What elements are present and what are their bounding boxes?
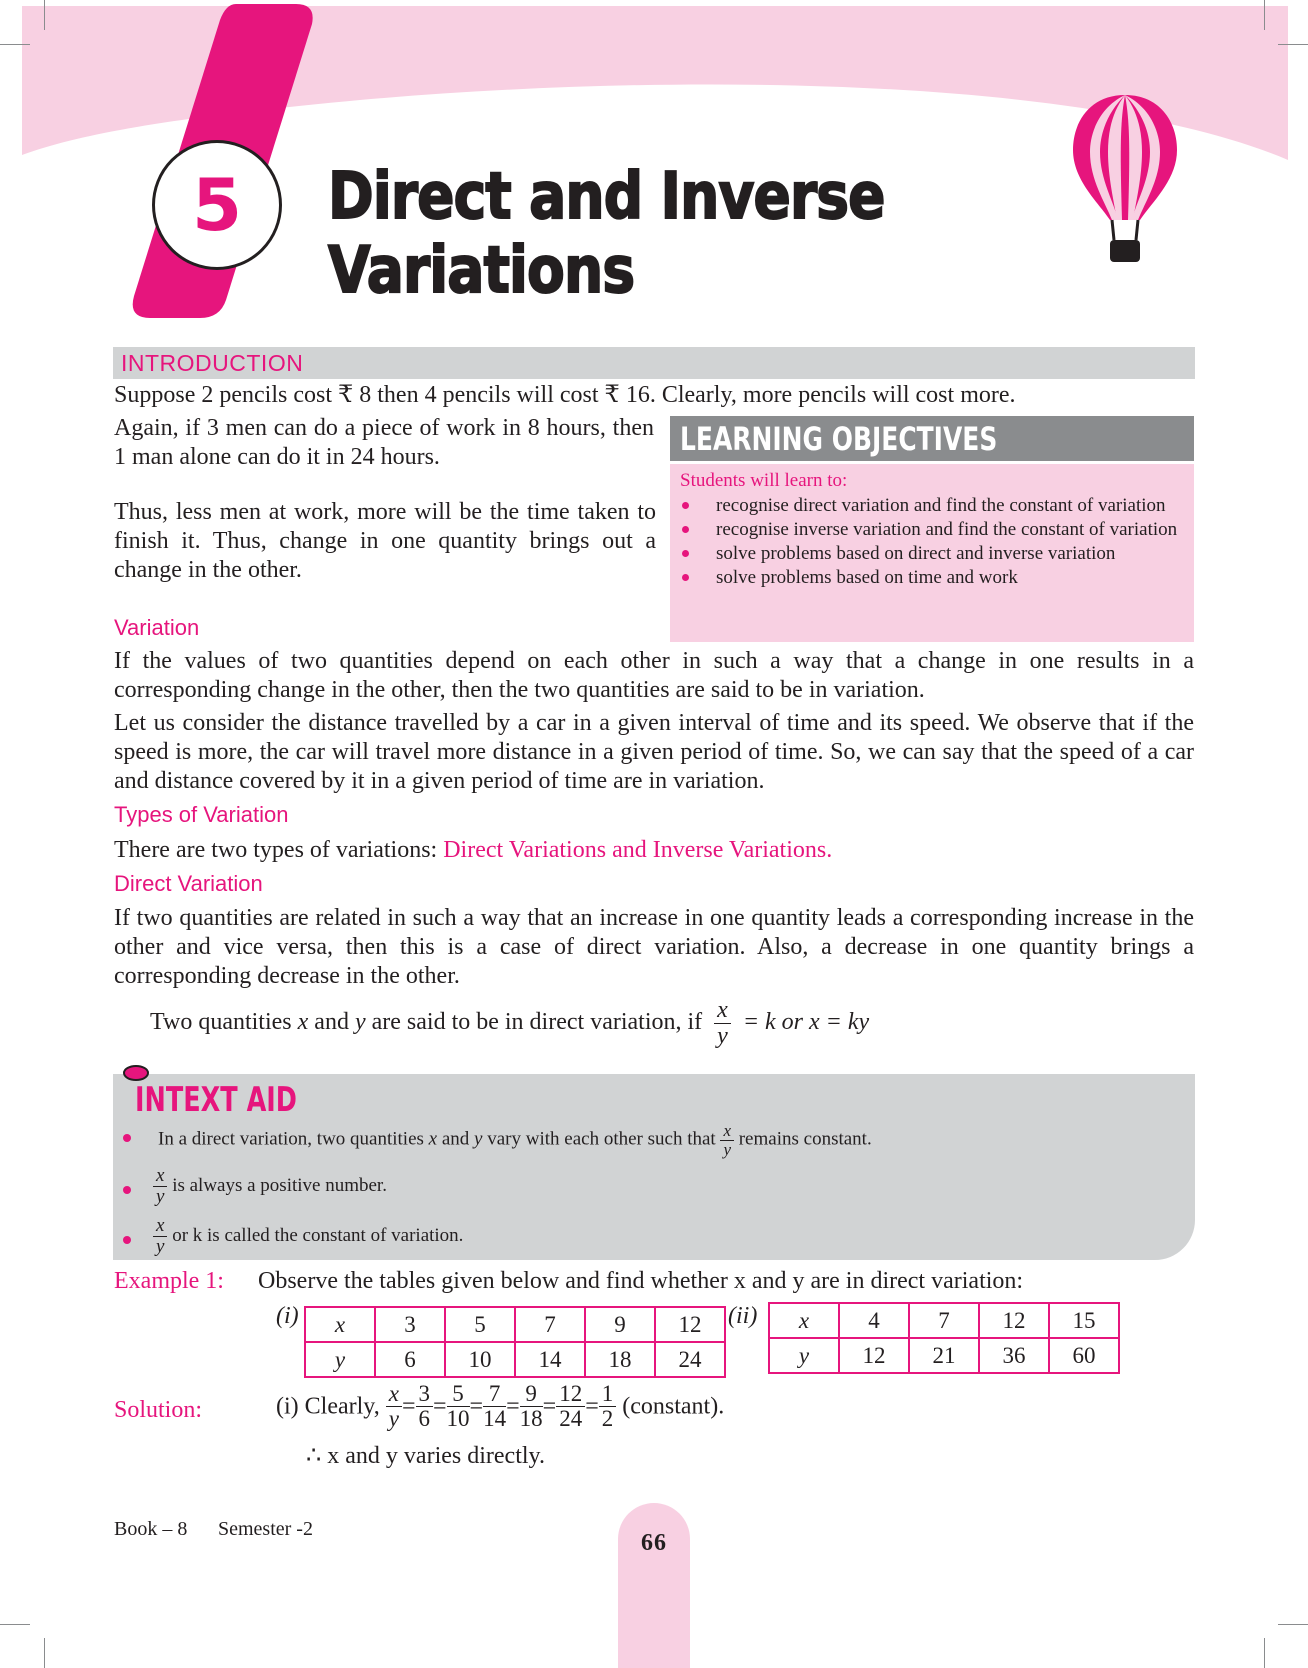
equals-sign: = [506,1393,520,1420]
example-label: Example 1: [114,1268,224,1294]
list-item: recognise direct variation and find the constant of variation [670,494,1194,518]
list-item: solve problems based on time and work [670,566,1194,590]
equals-sign: = [585,1393,599,1420]
table-cell: 9 [585,1307,655,1342]
fraction-x-over-y: $\frac{x}{y}$ [720,1122,734,1159]
aid-text: remains constant. [733,1128,872,1150]
list-item: solve problems based on direct and inverse variation [670,542,1194,566]
crop-mark [1264,1638,1265,1668]
page-number: 66 [641,1530,667,1556]
fraction: $\frac{x}{y}$ [386,1382,402,1431]
introduction-heading-bar [113,347,1195,379]
types-highlight: Direct Variations and Inverse Variations. [443,837,833,863]
table2-label: (ii) [728,1303,758,1329]
crop-mark [1264,0,1265,30]
formula-text: Two quantities [150,1009,298,1036]
aid-text: is always a positive number. [167,1174,387,1196]
table-cell: 4 [839,1303,909,1338]
fraction: $\frac{7}{14}$ [483,1381,507,1432]
table-row [305,1307,725,1342]
table-cell: 15 [1049,1303,1119,1338]
table-cell: y [769,1338,839,1373]
footer-semester: Semester -2 [218,1518,313,1540]
solution-constant: (constant). [622,1393,725,1420]
formula-result: = k or x = ky [742,1009,870,1036]
fraction: $\frac{1}{2}$ [599,1382,617,1431]
solution-part: (i) Clearly, [276,1393,380,1420]
table-2 [768,1302,1120,1374]
list-item: recognise inverse variation and find the constant of variation [670,518,1194,542]
fraction-chain [386,1381,617,1432]
table-cell: 12 [655,1307,725,1342]
types-heading: Types of Variation [114,802,289,827]
formula-text: are said to be in direct variation, if [365,1009,709,1036]
table-cell: 7 [909,1303,979,1338]
variation-paragraph-1: If the values of two quantities depend on each other in such a way that a change in one results in a corresponding change in the other, then the two quantities are said to be in variation. [114,648,1194,703]
variation-paragraph-2: Let us consider the distance travelled by a car in a given interval of time and its speed. We observe that if the speed is more, the car will travel more distance in a given period of time. So, we can say that the speed of a car and distance covered by it in a given period of time are in variation. [114,710,1194,794]
crop-mark [44,1638,45,1668]
chapter-title-line2: Variations [328,234,635,308]
fraction: $\frac{5}{10}$ [446,1381,470,1432]
table-cell: 5 [445,1307,515,1342]
table-cell: 12 [839,1338,909,1373]
var-x: x [297,1009,309,1036]
example-text: Observe the tables given below and find whether x and y are in direct variation: [258,1268,1024,1294]
table-cell: y [305,1342,375,1377]
solution-line [276,1382,724,1431]
table-cell: 6 [375,1342,445,1377]
table-cell: 10 [445,1342,515,1377]
crop-mark [1278,44,1308,45]
table-cell: x [305,1307,375,1342]
table-cell: 21 [909,1338,979,1373]
aid-text: vary with each other such that [482,1128,721,1150]
table-cell: 36 [979,1338,1049,1373]
learning-objectives-list [670,494,1194,590]
direct-variation-formula [150,998,869,1049]
table-cell: 18 [585,1342,655,1377]
introduction-heading: INTRODUCTION [121,350,304,376]
table-row [305,1342,725,1377]
fraction: $\frac{12}{24}$ [556,1382,585,1431]
crop-mark [0,1624,30,1625]
crop-mark [1278,1624,1308,1625]
fraction: $\frac{9}{18}$ [519,1381,543,1432]
table-cell: 12 [979,1303,1049,1338]
crop-mark [44,0,45,30]
table1-label: (i) [276,1303,299,1329]
table-cell: 24 [655,1342,725,1377]
intro-paragraph-3: Thus, less men at work, more will be the time taken to finish it. Thus, change in one quantity brings out a change in the other. [114,499,656,583]
types-intro: There are two types of variations: [114,837,444,863]
types-text [114,836,1194,865]
learning-objectives-heading: LEARNING OBJECTIVES [680,420,998,458]
aid-text: In a direct variation, two quantities [158,1128,429,1150]
equals-sign: = [469,1393,484,1420]
variation-heading: Variation [114,615,200,640]
learning-objectives-box [670,464,1194,642]
table-cell: 60 [1049,1338,1119,1373]
fraction-x-over-y: $\frac{x}{y}$ [714,998,731,1049]
learning-objectives-header [670,416,1194,461]
table-cell: 3 [375,1307,445,1342]
solution-conclusion: ∴ x and y varies directly. [306,1443,545,1469]
page-number-tab [618,1503,690,1668]
learning-objectives-intro: Students will learn to: [680,470,848,491]
hot-air-balloon-icon [1070,92,1180,264]
fraction-x-over-y: $\frac{x}{y}$ [153,1216,167,1257]
intro-line1: Suppose 2 pencils cost ₹ 8 then 4 pencils will cost ₹ 16. Clearly, more pencils will cost more. [114,382,1016,408]
fraction: $\frac{3}{6}$ [416,1382,434,1431]
table-row [769,1338,1119,1373]
direct-variation-paragraph: If two quantities are related in such a way that an increase in one quantity leads a corresponding increase in the other and vice versa, then this is a case of direct variation. Also, a decrease in one quantity brings a corresponding decrease in the other. [114,905,1194,989]
intext-aid-box: INTEXT AID In a direct variation, two quantities x and y vary with each other such that $\frac{x}{y}$ remains constant. $\frac{x}{y}$ is always a positive number. $\frac{x}{y}$ or k is called the constant of variation. [113,1074,1195,1260]
table-row [769,1303,1119,1338]
var-y: y [354,1009,366,1036]
solution-label: Solution: [114,1397,203,1423]
table-cell: 7 [515,1307,585,1342]
chapter-number: 5 [152,140,282,270]
footer-book: Book – 8 [114,1518,188,1540]
intext-aid-heading: INTEXT AID [135,1080,297,1120]
equals-sign: = [401,1393,416,1420]
table-1 [304,1306,726,1378]
intro-paragraph-2: Again, if 3 men can do a piece of work in 8 hours, then 1 man alone can do it in 24 hours. [114,415,654,470]
crop-mark [0,44,30,45]
table-cell: x [769,1303,839,1338]
formula-text: and [308,1009,355,1036]
equals-sign: = [542,1393,557,1420]
equals-sign: = [433,1393,447,1420]
chapter-title [328,160,885,308]
table-cell: 14 [515,1342,585,1377]
fraction-x-over-y: $\frac{x}{y}$ [153,1166,167,1207]
direct-variation-heading: Direct Variation [114,871,263,896]
chapter-title-line1: Direct and Inverse [328,160,885,234]
aid-text: or k is called the constant of variation. [167,1224,464,1246]
